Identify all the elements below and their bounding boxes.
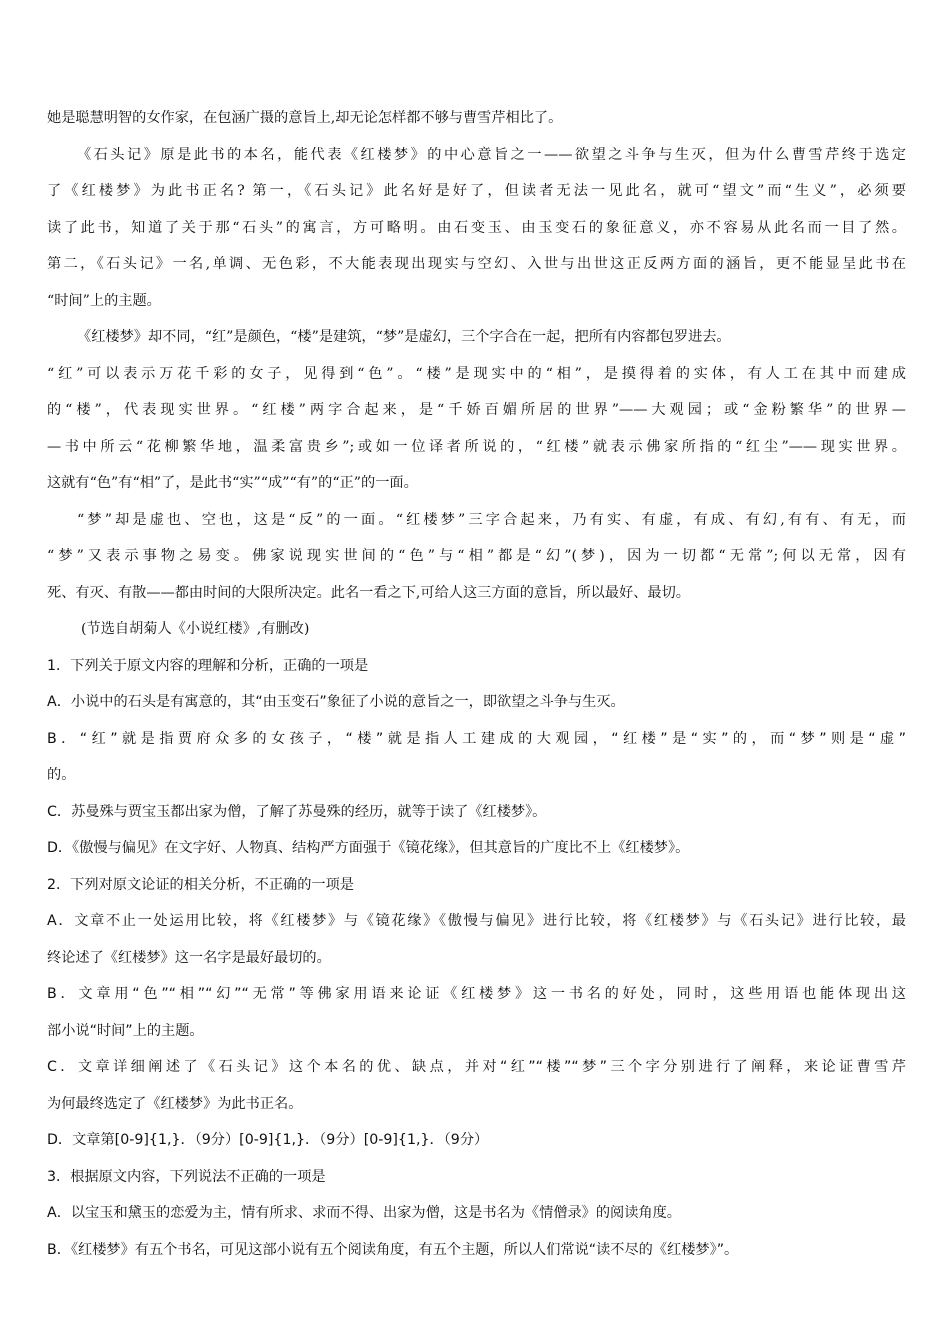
question-1-option-c: C．苏曼殊与贾宝玉都出家为僧，了解了苏曼殊的经历，就等于读了《红楼梦》。 xyxy=(47,803,547,820)
question-2-option-c: C．文章详细阐述了《石头记》这个本名的优、缺点，并对“红”“楼”“梦”三个字分别进行了阐释，来论证曹雪芹 xyxy=(47,1059,906,1075)
question-3-option-b: B．《红楼梦》有五个书名，可见这部小说有五个阅读角度，有五个主题，所以人们常说“读不尽的《红楼梦》”。 xyxy=(47,1241,739,1258)
question-1-option-d: D．《傲慢与偏见》在文字好、人物真、结构严方面强于《镜花缘》，但其意旨的广度比不上《红楼梦》。 xyxy=(47,840,690,856)
question-2-option-b-cont: 部小说“时间”上的主题。 xyxy=(47,1022,204,1039)
article-source: (节选自胡菊人《小说红楼》,有删改) xyxy=(81,621,310,637)
question-1-option-b: B．“红”就是指贾府众多的女孩子，“楼”就是指人工建成的大观园，“红楼”是“实”的，而“梦”则是“虚” xyxy=(47,730,906,747)
question-3-stem: 3．根据原文内容，下列说法不正确的一项是 xyxy=(47,1168,326,1185)
question-1-stem: 1．下列关于原文内容的理解和分析，正确的一项是 xyxy=(47,657,369,674)
question-2-option-a-cont: 终论述了《红楼梦》这一名字是最好最切的。 xyxy=(47,949,331,966)
article-line: 读了此书，知道了关于那“石头”的寓言，方可略明。由石变玉、由玉变石的象征意义，亦不容易从此名而一目了然。 xyxy=(47,219,906,236)
article-line: 第二，《石头记》一名,单调、无色彩，不大能表现出现实与空幻、入世与出世这正反两方面的涵旨，更不能显呈此书在 xyxy=(47,256,906,272)
article-line: 死、有灭、有散——都由时间的大限所决定。此名一看之下,可给人这三方面的意旨，所以最好、最切。 xyxy=(47,584,690,601)
question-1-option-b-cont: 的。 xyxy=(47,767,76,783)
question-3-option-a: A．以宝玉和黛玉的恋爱为主，情有所求、求而不得、出家为僧，这是书名为《情僧录》的阅读角度。 xyxy=(47,1205,681,1221)
article-line: 她是聪慧明智的女作家，在包涵广摄的意旨上,却无论怎样都不够与曹雪芹相比了。 xyxy=(47,110,563,126)
article-line: —书中所云“花柳繁华地，温柔富贵乡”;或如一位译者所说的，“红楼”就表示佛家所指的“红尘”——现实世界。 xyxy=(47,438,906,455)
article-line: “红”可以表示万花千彩的女子，见得到“色”。“楼”是现实中的“相”，是摸得着的实体，有人工在其中而建成 xyxy=(47,365,906,382)
article-line: 《红楼梦》却不同，“红”是颜色，“楼”是建筑，“梦”是虚幻，三个字合在一起，把所有内容都包罗进去。 xyxy=(77,329,731,345)
article-line: 的“楼”，代表现实世界。“红楼”两字合起来，是“千娇百媚所居的世界”——大观园；或“金粉繁华”的世界— xyxy=(47,402,906,418)
article-line: “梦”又表示事物之易变。佛家说现实世间的“色”与“相”都是“幻”(梦)，因为一切都“无常”;何以无常，因有 xyxy=(47,548,906,564)
article-line: 这就有“色”有“相”了，是此书“实”“成”“有”的“正”的一面。 xyxy=(47,475,418,491)
question-2-option-a: A．文章不止一处运用比较，将《红楼梦》与《镜花缘》《傲慢与偏见》进行比较，将《红楼梦》与《石头记》进行比较，最 xyxy=(47,913,906,929)
article-line: 《石头记》原是此书的本名，能代表《红楼梦》的中心意旨之一——欲望之斗争与生灭，但为什么曹雪芹终于选定 xyxy=(77,146,906,163)
question-2-stem: 2．下列对原文论证的相关分析，不正确的一项是 xyxy=(47,876,354,893)
question-2-option-b: B．文章用“色”“相”“幻”“无常”等佛家用语来论证《红楼梦》这一书名的好处，同时，这些用语也能体现出这 xyxy=(47,986,906,1002)
question-2-option-d: D．文章第[0-9]{1,}．（9分）[0-9]{1,}．（9分）[0-9]{1,}．（9分） xyxy=(47,1132,489,1148)
question-2-option-c-cont: 为何最终选定了《红楼梦》为此书正名。 xyxy=(47,1095,303,1112)
article-line: “时间”上的主题。 xyxy=(47,292,161,309)
question-1-option-a: A．小说中的石头是有寓意的，其“由玉变石”象征了小说的意旨之一，即欲望之斗争与生灭。 xyxy=(47,694,625,710)
article-line: 了《红楼梦》为此书正名? 第一，《石头记》此名好是好了，但读者无法一见此名，就可“望文”而“生义”，必须要 xyxy=(47,183,906,199)
article-line: “梦”却是虚也、空也，这是“反”的一面。“红楼梦”三字合起来，乃有实、有虚，有成、有幻,有有、有无，而 xyxy=(77,511,906,528)
